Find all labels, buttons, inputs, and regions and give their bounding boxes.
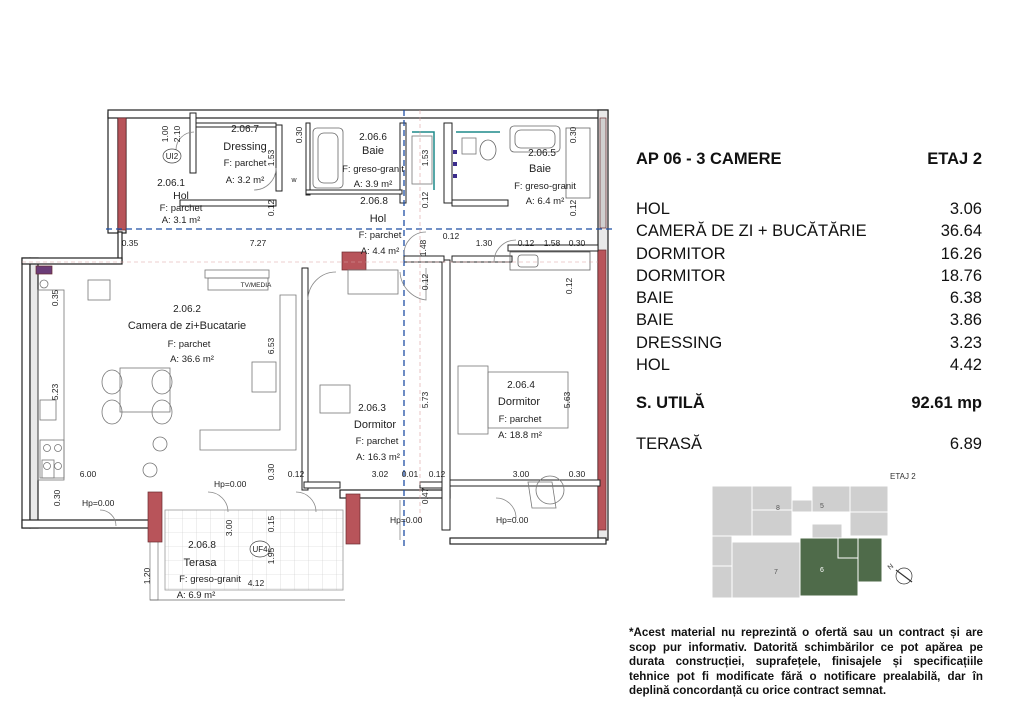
dim-0-30-a: 0.30 bbox=[294, 126, 304, 144]
level-2: Hp=0.00 bbox=[214, 479, 247, 489]
room-2-06-4 bbox=[498, 380, 542, 441]
level-1: Hp=0.00 bbox=[82, 498, 115, 508]
dim-3-02: 3.02 bbox=[371, 469, 389, 479]
unit-7: 7 bbox=[774, 569, 778, 576]
room-id: 2.06.7 bbox=[231, 124, 259, 135]
dim-0-30-b: 0.30 bbox=[568, 126, 578, 144]
room-floor: F: greso-granit bbox=[179, 574, 241, 585]
room-floor: F: greso-granit bbox=[342, 164, 404, 175]
dim-0-35-a: 0.35 bbox=[121, 238, 139, 248]
minimap-floor-label: ETAJ 2 bbox=[890, 472, 916, 481]
disclaimer: *Acest material nu reprezintă o ofertă sau un contract și are scop pur informativ. Datorită schimbărilor ce pot apărea pe durata construcției, suprafețele, finisajele și specificațiile tehnice pot fi modificate fără o notificare prealabilă, dar în deplină concordanță cu orice contract semnat. bbox=[629, 626, 983, 698]
tag-ui2: UI2 bbox=[165, 152, 179, 161]
room-area: A: 3.9 m² bbox=[353, 179, 393, 190]
dim-0-12-a: 0.12 bbox=[266, 199, 276, 217]
dim-0-30-d: 0.30 bbox=[266, 463, 276, 481]
total-value: 92.61 mp bbox=[911, 394, 982, 413]
terrace-row bbox=[636, 433, 982, 455]
area-row bbox=[636, 198, 982, 220]
dim-1-95: 1.95 bbox=[266, 547, 276, 565]
room-name: Dormitor bbox=[353, 419, 397, 431]
area-label: DRESSING bbox=[636, 333, 723, 352]
room-id: 2.06.5 bbox=[528, 148, 556, 159]
area-label: BAIE bbox=[636, 289, 674, 308]
room-area: A: 6.9 m² bbox=[176, 590, 216, 601]
room-area: A: 6.4 m² bbox=[525, 196, 565, 207]
room-floor: F: parchet bbox=[159, 203, 203, 214]
area-row bbox=[636, 332, 982, 354]
terrace-label: TERASĂ bbox=[636, 435, 703, 454]
area-label: CAMERĂ DE ZI + BUCĂTĂRIE bbox=[636, 222, 867, 241]
room-area: A: 36.6 m² bbox=[170, 354, 214, 365]
dim-0-30-e: 0.30 bbox=[568, 469, 586, 479]
dim-0-12-b: 0.12 bbox=[420, 191, 430, 209]
room-id: 2.06.1 bbox=[157, 178, 185, 189]
dim-3-00-a: 3.00 bbox=[512, 469, 530, 479]
dim-0-47: 0.47 bbox=[420, 487, 430, 505]
area-value: 4.42 bbox=[949, 356, 982, 375]
room-floor: F: parchet bbox=[167, 339, 211, 350]
room-area: A: 3.1 m² bbox=[161, 215, 201, 226]
room-area: A: 16.3 m² bbox=[356, 452, 400, 463]
dim-1-30: 1.30 bbox=[475, 238, 493, 248]
level-3: Hp=0.00 bbox=[390, 515, 423, 525]
room-id: 2.06.6 bbox=[359, 132, 387, 143]
dim-2-10: 2.10 bbox=[172, 125, 182, 143]
dim-0-12-e: 0.12 bbox=[517, 238, 535, 248]
dim-1-00: 1.00 bbox=[160, 125, 170, 143]
room-id: 2.06.3 bbox=[358, 403, 386, 414]
area-list bbox=[636, 198, 982, 376]
dim-0-30-f: 0.30 bbox=[52, 489, 62, 507]
area-row bbox=[636, 265, 982, 287]
area-value: 36.64 bbox=[940, 222, 982, 241]
apartment-title: AP 06 - 3 CAMERE bbox=[636, 150, 782, 168]
area-label: BAIE bbox=[636, 311, 674, 330]
room-floor: F: parchet bbox=[498, 414, 542, 425]
highlight-unit-6 bbox=[800, 538, 882, 596]
area-row bbox=[636, 243, 982, 265]
dim-1-53-b: 1.53 bbox=[420, 149, 430, 167]
room-name: Dormitor bbox=[497, 396, 541, 408]
total-label: S. UTILĂ bbox=[636, 394, 705, 413]
room-floor: F: parchet bbox=[355, 436, 399, 447]
room-2-06-7 bbox=[223, 124, 266, 186]
area-row bbox=[636, 309, 982, 331]
room-2-06-6 bbox=[342, 132, 404, 190]
room-id: 2.06.2 bbox=[173, 304, 201, 315]
dim-0-12-h: 0.12 bbox=[287, 469, 305, 479]
dim-7-27: 7.27 bbox=[249, 238, 267, 248]
dim-1-58: 1.58 bbox=[543, 238, 561, 248]
dim-0-35-b: 0.35 bbox=[50, 289, 60, 307]
dim-0-12-c: 0.12 bbox=[568, 199, 578, 217]
unit-5: 5 bbox=[820, 503, 824, 510]
area-value: 6.38 bbox=[949, 289, 982, 308]
area-label: HOL bbox=[636, 356, 670, 375]
dim-0-15: 0.15 bbox=[266, 515, 276, 533]
room-id: 2.06.8 bbox=[360, 196, 388, 207]
dim-0-12-i: 0.12 bbox=[428, 469, 446, 479]
room-floor: F: greso-granit bbox=[514, 181, 576, 192]
room-2-06-3 bbox=[354, 403, 400, 463]
dim-0-01: 0.01 bbox=[401, 469, 419, 479]
dim-6-00: 6.00 bbox=[79, 469, 97, 479]
dim-0-30-c: 0.30 bbox=[568, 238, 586, 248]
dim-0-12-d: 0.12 bbox=[442, 231, 460, 241]
summary-header bbox=[636, 150, 982, 176]
room-area: A: 4.4 m² bbox=[360, 246, 400, 257]
dim-4-12: 4.12 bbox=[247, 578, 265, 588]
room-2-06-8-hol bbox=[359, 196, 402, 257]
room-name: Terasa bbox=[183, 557, 217, 569]
floor-label: ETAJ 2 bbox=[927, 150, 982, 168]
room-id: 2.06.8 bbox=[188, 540, 216, 551]
dim-0-12-g: 0.12 bbox=[564, 277, 574, 295]
dim-0-12-f: 0.12 bbox=[420, 273, 430, 291]
area-summary bbox=[636, 150, 982, 456]
dim-5-73: 5.73 bbox=[420, 391, 430, 409]
room-area: A: 18.8 m² bbox=[498, 430, 542, 441]
dim-1-53-a: 1.53 bbox=[266, 149, 276, 167]
room-floor: F: parchet bbox=[223, 158, 267, 169]
tv-media-label: TV/MEDIA bbox=[240, 282, 272, 289]
room-floor: F: parchet bbox=[358, 230, 402, 241]
area-value: 3.23 bbox=[949, 333, 982, 352]
dim-5-63: 5.63 bbox=[562, 391, 572, 409]
area-row bbox=[636, 354, 982, 376]
room-name: Baie bbox=[361, 145, 385, 157]
area-value: 16.26 bbox=[940, 244, 982, 263]
level-4: Hp=0.00 bbox=[496, 515, 529, 525]
dim-1-48: 1.48 bbox=[418, 239, 428, 257]
room-name: Hol bbox=[369, 213, 387, 225]
area-value: 3.06 bbox=[949, 200, 982, 218]
unit-6: 6 bbox=[820, 567, 824, 574]
room-area: A: 3.2 m² bbox=[225, 175, 265, 186]
terrace-value: 6.89 bbox=[949, 435, 982, 454]
room-id: 2.06.4 bbox=[507, 380, 535, 391]
room-2-06-2 bbox=[128, 304, 246, 365]
room-name: Hol bbox=[173, 190, 189, 202]
tag-uf4: UF4 bbox=[252, 545, 268, 554]
area-value: 3.86 bbox=[949, 311, 982, 330]
area-row bbox=[636, 220, 982, 242]
area-value: 18.76 bbox=[940, 266, 982, 285]
area-row bbox=[636, 287, 982, 309]
room-name: Dressing bbox=[223, 141, 267, 153]
area-label: DORMITOR bbox=[636, 244, 726, 263]
total-row bbox=[636, 394, 982, 413]
dim-5-23: 5.23 bbox=[50, 383, 60, 401]
compass-icon bbox=[887, 563, 912, 584]
compass-north-label: N bbox=[886, 562, 896, 572]
dim-3-00-b: 3.00 bbox=[224, 519, 234, 537]
room-name: Camera de zi+Bucatarie bbox=[127, 320, 247, 332]
dim-1-20: 1.20 bbox=[142, 567, 152, 585]
dim-6-53: 6.53 bbox=[266, 337, 276, 355]
room-name: Baie bbox=[528, 163, 552, 175]
washer-label: w bbox=[291, 177, 297, 184]
unit-8: 8 bbox=[776, 505, 780, 512]
floor-minimap bbox=[712, 470, 962, 610]
area-label: DORMITOR bbox=[636, 266, 726, 285]
area-label: HOL bbox=[636, 200, 670, 218]
